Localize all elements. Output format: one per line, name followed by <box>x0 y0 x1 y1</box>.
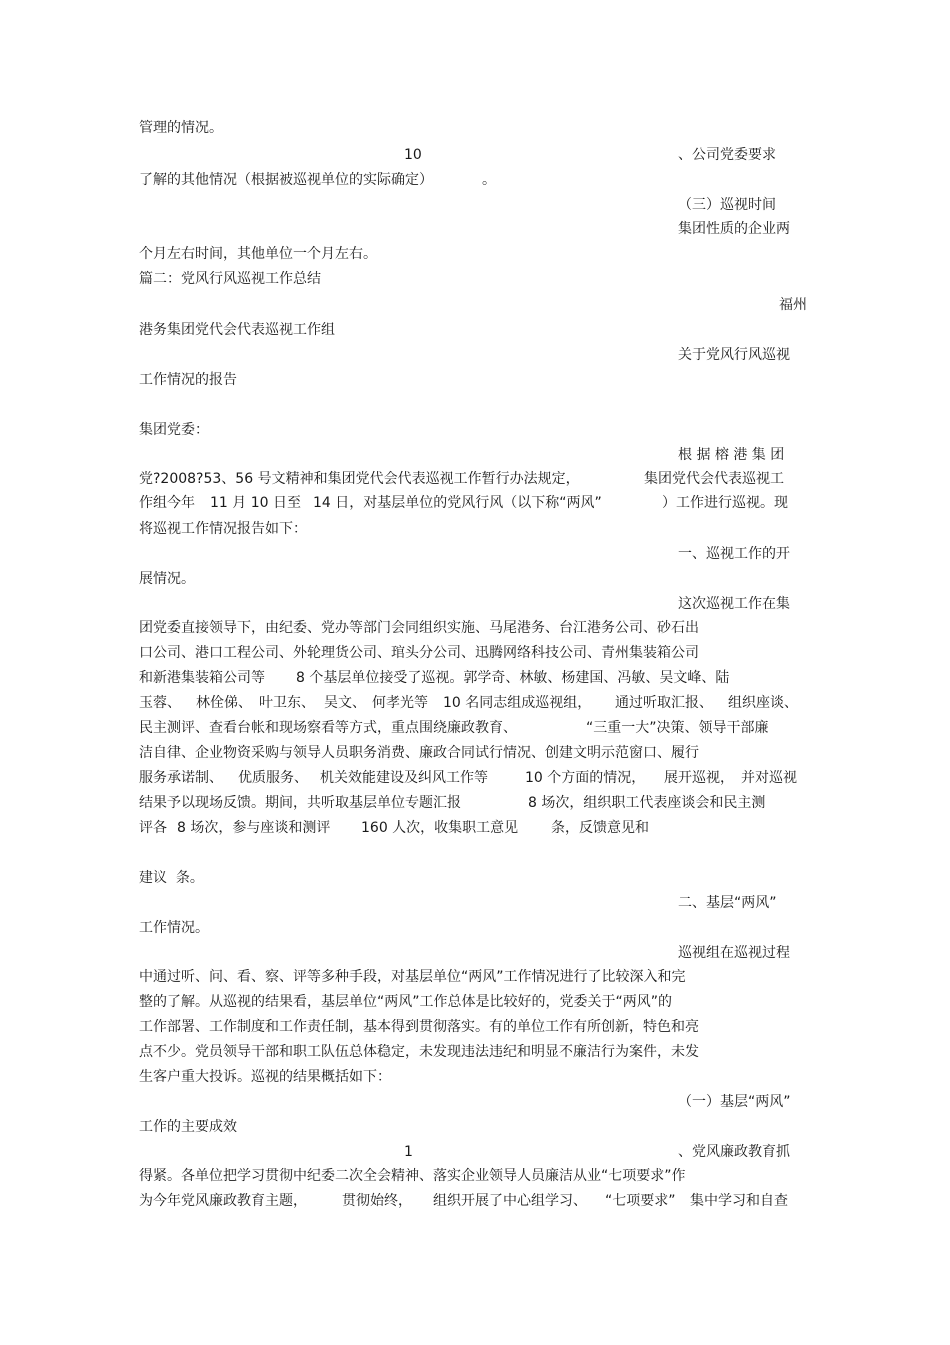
text-fragment: 。 <box>482 172 496 188</box>
text-line: 得紧。各单位把学习贯彻中纪委二次全会精神、落实企业领导人员廉洁从业“七项要求”作 <box>139 1168 686 1184</box>
list-number: 10 <box>404 147 422 163</box>
text-fragment: ）工作进行巡视。现 <box>662 495 788 511</box>
text-line: 福州 <box>779 297 807 313</box>
text-line: 结果予以现场反馈。期间，共听取基层单位专题汇报 <box>139 795 461 811</box>
text-line: 港务集团党代会代表巡视工作组 <box>139 322 335 338</box>
section-heading: 二、基层“两风” <box>678 895 777 911</box>
section-heading: 、党风廉政教育抓 <box>678 1144 790 1160</box>
text-fragment: 玉蓉、 <box>139 695 181 711</box>
text-fragment: 10 名同志组成巡视组， <box>443 695 592 711</box>
text-fragment: 条，反馈意见和 <box>551 820 649 836</box>
text-fragment: 并对巡视 <box>741 770 797 786</box>
text-fragment: 组织开展了中心组学习、 <box>433 1193 587 1209</box>
text-line: 党?2008?53、56 号文精神和集团党代会代表巡视工作暂行办法规定， <box>139 471 580 487</box>
section-heading: （三）巡视时间 <box>678 197 776 213</box>
text-line: 整的了解。从巡视的结果看，基层单位“两风”工作总体是比较好的，党委关于“两风”的 <box>139 994 673 1010</box>
text-fragment: “七项要求” <box>605 1193 676 1209</box>
text-line: 将巡视工作情况报告如下： <box>139 521 307 537</box>
text-fragment: 为今年党风廉政教育主题， <box>139 1193 307 1209</box>
article-title: 篇二：党风行风巡视工作总结 <box>139 271 321 287</box>
text-fragment: 林佺俤、 <box>196 695 252 711</box>
section-heading: 工作情况。 <box>139 920 209 936</box>
text-fragment: 8 场次，组织职工代表座谈会和民主测 <box>528 795 766 811</box>
text-fragment: 展开巡视， <box>664 770 734 786</box>
text-fragment: 评各 <box>139 820 167 836</box>
text-line: 巡视组在巡视过程 <box>678 945 790 961</box>
text-line: 这次巡视工作在集 <box>678 596 790 612</box>
text-line: 口公司、港口工程公司、外轮理货公司、琯头分公司、迅腾网络科技公司、青州集装箱公司 <box>139 645 699 661</box>
report-title: 工作情况的报告 <box>139 372 237 388</box>
text-line: 集团党代会代表巡视工 <box>644 471 784 487</box>
text-line: 生客户重大投诉。巡视的结果概括如下： <box>139 1069 391 1085</box>
text-fragment: 160 人次，收集职工意见 <box>361 820 519 836</box>
text-fragment: 服务承诺制、 <box>139 770 223 786</box>
text-line: 洁自律、企业物资采购与领导人员职务消费、廉政合同试行情况、创建文明示范窗口、履行 <box>139 745 699 761</box>
text-fragment: 机关效能建设及纠风工作等 <box>320 770 488 786</box>
section-heading: （一）基层“两风” <box>678 1094 791 1110</box>
text-line: 和新港集装箱公司等 <box>139 670 265 686</box>
text-fragment: 10 个方面的情况， <box>525 770 646 786</box>
text-fragment: 通过听取汇报、 <box>615 695 713 711</box>
text-line: 民主测评、查看台帐和现场察看等方式，重点围绕廉政教育、 <box>139 720 517 736</box>
section-heading: 一、巡视工作的开 <box>678 546 790 562</box>
text-line: 中通过听、问、看、察、评等多种手段，对基层单位“两风”工作情况进行了比较深入和完 <box>139 969 686 985</box>
section-heading: 展情况。 <box>139 571 195 587</box>
text-line: 管理的情况。 <box>139 120 223 136</box>
text-fragment: 组织座谈、 <box>728 695 798 711</box>
text-fragment: 吴文、 <box>324 695 366 711</box>
section-heading: 工作的主要成效 <box>139 1119 237 1135</box>
text-line: 个月左右时间，其他单位一个月左右。 <box>139 246 377 262</box>
report-title: 关于党风行风巡视 <box>678 347 790 363</box>
salutation: 集团党委： <box>139 422 209 438</box>
text-line: 集团性质的企业两 <box>678 221 790 237</box>
text-line: 、公司党委要求 <box>678 147 776 163</box>
text-fragment: 贯彻始终， <box>342 1193 412 1209</box>
text-fragment: 何孝光等 <box>372 695 428 711</box>
text-line: 建议 条。 <box>139 870 204 886</box>
text-fragment: 叶卫东、 <box>259 695 315 711</box>
text-fragment: 优质服务、 <box>238 770 308 786</box>
text-fragment: 集中学习和自查 <box>690 1193 788 1209</box>
text-fragment: “三重一大”决策、领导干部廉 <box>586 720 769 736</box>
text-fragment: 14 日，对基层单位的党风行风（以下称“两风” <box>313 495 602 511</box>
text-line: 工作部署、工作制度和工作责任制，基本得到贯彻落实。有的单位工作有所创新，特色和亮 <box>139 1019 699 1035</box>
text-line: 根 据 榕 港 集 团 <box>678 447 785 463</box>
text-line: 团党委直接领导下，由纪委、党办等部门会同组织实施、马尾港务、台江港务公司、砂石出 <box>139 620 699 636</box>
text-fragment: 11 月 10 日至 <box>210 495 301 511</box>
text-line: 了解的其他情况（根据被巡视单位的实际确定） <box>139 172 433 188</box>
text-line: 作组今年 <box>139 495 195 511</box>
text-fragment: 8 个基层单位接受了巡视。郭学奇、林敏、杨建国、冯敏、吴文峰、陆 <box>296 670 730 686</box>
list-number: 1 <box>404 1144 413 1160</box>
text-fragment: 8 场次，参与座谈和测评 <box>177 820 331 836</box>
text-line: 点不少。党员领导干部和职工队伍总体稳定，未发现违法违纪和明显不廉洁行为案件，未发 <box>139 1044 699 1060</box>
